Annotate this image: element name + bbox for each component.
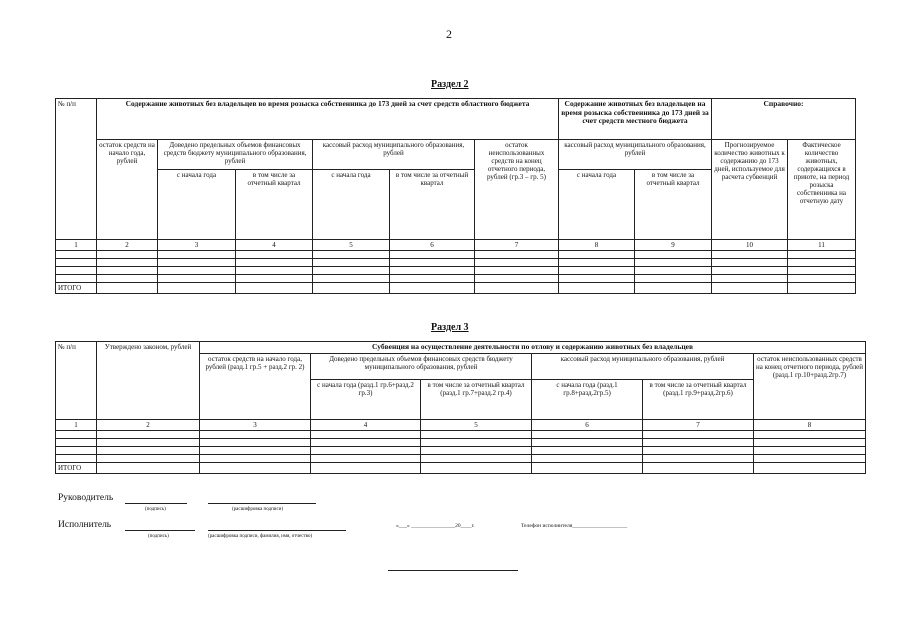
head-decode-caption: (расшифровка подписи) (232, 507, 284, 512)
s2-total-label: ИТОГО (56, 283, 97, 294)
s3-colnum: 5 (421, 419, 532, 430)
s2-colnum: 2 (97, 240, 158, 251)
s3-colnum: 2 (97, 419, 200, 430)
s2-header-num: № п/п (56, 99, 97, 240)
table-row (56, 259, 856, 267)
s3-header-subvention: Субвенция на осуществление деятельности по отлову и содержанию животных без владельцев (200, 342, 866, 354)
s3-sub-cash-start: с начала года (разд.1 гр.8+разд.2гр.5) (532, 379, 643, 419)
s2-colnum: 5 (313, 240, 390, 251)
table-row (56, 446, 866, 454)
s2-header-regional: Содержание животных без владельцев во время розыска собственника до 173 дней за счет средств областного бюджета (97, 99, 559, 140)
s2-col-limits: Доведено предельных объемов финансовых средств бюджету муниципального образования, рублей (158, 140, 313, 170)
s2-colnum: 7 (475, 240, 559, 251)
s2-sub-from-start-2: с начала года (313, 170, 390, 240)
s3-col-limits: Доведено предельных объемов финансовых средств бюджету муниципального образования, рублей (311, 353, 532, 379)
executor-sign-caption: (подпись) (148, 534, 169, 539)
s2-sub-quarter-3: в том числе за отчетный квартал (635, 170, 712, 240)
s2-header-local: Содержание животных без владельцев на время розыска собственника до 173 дней за счет средств местного бюджета (559, 99, 712, 140)
s3-sub-quarter: в том числе за отчетный квартал (разд.1 гр.7+разд.2 гр.4) (421, 379, 532, 419)
s3-colnum: 8 (754, 419, 866, 430)
section3-table (55, 341, 866, 474)
s3-col-balance: остаток средств на начало года, рублей (разд.1 гр.5 + разд.2 гр. 2) (200, 353, 311, 419)
head-label: Руководитель (58, 493, 114, 503)
date-line[interactable]: «___» ________________20____г. (396, 523, 475, 529)
section2-table (55, 98, 856, 294)
s3-colnum: 6 (532, 419, 643, 430)
s2-sub-from-start-3: с начала года (559, 170, 635, 240)
s2-header-reference: Справочно: (712, 99, 856, 140)
s2-col-forecast: Прогнозируемое количество животных к содержанию до 173 дней, используемое для расчета субвенций (712, 140, 788, 240)
s2-col-actual: Фактическое количество животных, содержащихся в приюте, на период розыска собственника на отчетную дату (788, 140, 856, 240)
s2-col-cash: кассовый расход муниципального образования, рублей (313, 140, 475, 170)
table-row (56, 430, 866, 438)
s2-sub-quarter: в том числе за отчетный квартал (236, 170, 313, 240)
s3-header-num: № п/п (56, 342, 97, 420)
page-number: 2 (446, 27, 452, 41)
s3-colnum: 3 (200, 419, 311, 430)
s3-col-unused: остаток неиспользованных средств на конец отчетного периода, рублей (разд.1 гр.10+разд.2гр.7) (754, 353, 866, 419)
s2-colnum: 9 (635, 240, 712, 251)
s3-sub-from-start: с начала года (разд.1 гр.6+разд.2 гр.3) (311, 379, 421, 419)
head-sign-caption: (подпись) (145, 507, 166, 512)
executor-label: Исполнитель (58, 520, 112, 530)
head-decode-line[interactable] (208, 503, 316, 504)
table-row (56, 438, 866, 446)
s3-total-label: ИТОГО (56, 462, 97, 473)
s2-sub-quarter-2: в том числе за отчетный квартал (390, 170, 475, 240)
s2-col-cash-local: кассовый расход муниципального образования, рублей (559, 140, 712, 170)
executor-decode-caption: (расшифровка подписи, фамилия, имя, отчество) (208, 534, 313, 539)
s3-colnum: 7 (643, 419, 754, 430)
s2-col-balance: остаток средств на начало года, рублей (97, 140, 158, 240)
executor-sign-line[interactable] (125, 530, 195, 531)
executor-decode-line[interactable] (208, 530, 346, 531)
phone-label[interactable]: Телефон исполнителя____________________ (521, 523, 628, 529)
s2-col-unused: остаток неиспользованных средств на конец отчетного периода, рублей (гр.3 – гр. 5) (475, 140, 559, 240)
s3-header-approved: Утверждено законом, рублей (97, 342, 200, 420)
section2-title: Раздел 2 (431, 79, 469, 90)
table-row (56, 275, 856, 283)
s3-col-cash: кассовый расход муниципального образования, рублей (532, 353, 754, 379)
footer-divider (388, 570, 518, 571)
s2-colnum: 10 (712, 240, 788, 251)
s3-colnum: 4 (311, 419, 421, 430)
table-row (56, 267, 856, 275)
s2-sub-from-start: с начала года (158, 170, 236, 240)
s2-colnum: 8 (559, 240, 635, 251)
section3-title: Раздел 3 (431, 322, 469, 333)
s3-colnum: 1 (56, 419, 97, 430)
table-row (56, 454, 866, 462)
s3-sub-cash-quarter: в том числе за отчетный квартал (разд.1 гр.9+разд.2гр.6) (643, 379, 754, 419)
s2-colnum: 1 (56, 240, 97, 251)
s2-colnum: 6 (390, 240, 475, 251)
head-sign-line[interactable] (125, 503, 187, 504)
s2-colnum: 3 (158, 240, 236, 251)
table-row (56, 251, 856, 259)
s2-colnum: 11 (788, 240, 856, 251)
s2-colnum: 4 (236, 240, 313, 251)
